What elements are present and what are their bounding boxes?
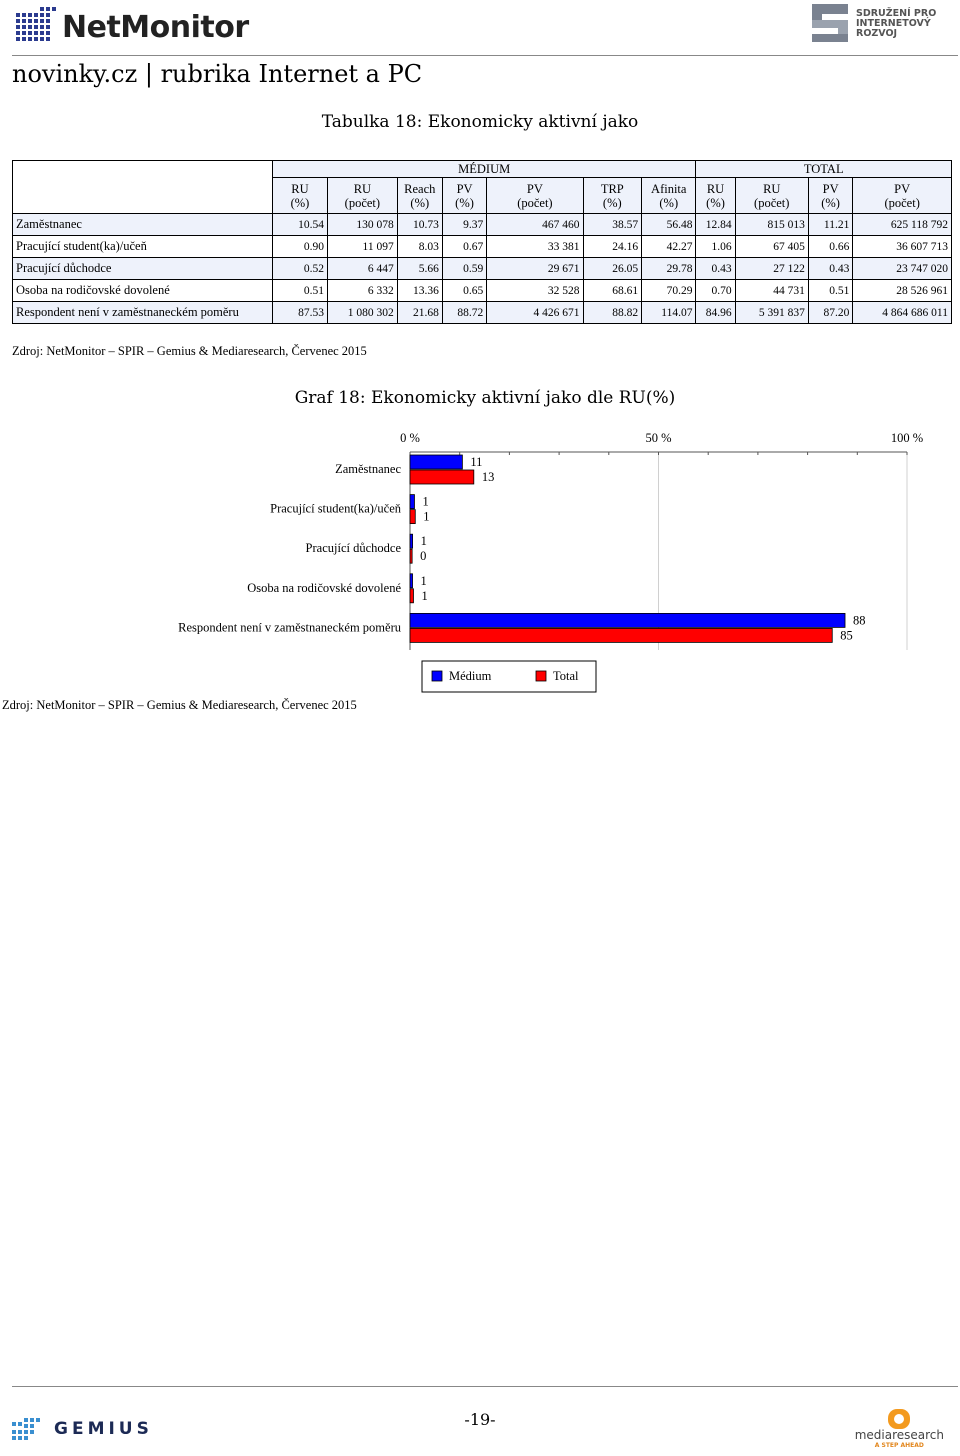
spir-s-icon <box>812 4 852 44</box>
bar-total <box>410 589 413 603</box>
table-cell: 23 747 020 <box>853 258 952 280</box>
data-label: 13 <box>481 470 495 484</box>
table-row <box>13 280 952 302</box>
column-header-metric: PV <box>822 181 839 196</box>
bar-total <box>410 549 412 563</box>
table-cell: 36 607 713 <box>853 236 952 258</box>
chart-title: Graf 18: Ekonomicky aktivní jako dle RU(%) <box>294 388 676 408</box>
column-header-unit: (%) <box>706 195 725 210</box>
spir-logo-text: SDRUŽENÍ PRO INTERNETOVÝ ROZVOJ <box>856 8 937 39</box>
table-cell: 29 671 <box>487 258 583 280</box>
column-header <box>808 178 852 214</box>
table-cell: 11 097 <box>328 236 398 258</box>
bar-total <box>410 510 415 524</box>
legend-swatch <box>536 671 546 681</box>
data-label: 1 <box>422 494 429 509</box>
table-cell: 0.67 <box>442 236 486 258</box>
table-cell: 10.73 <box>397 214 442 236</box>
column-header <box>853 178 952 214</box>
bar-mdium <box>410 574 413 588</box>
column-header-metric: Reach <box>404 181 436 196</box>
data-label: 1 <box>420 573 427 588</box>
data-label: 1 <box>423 509 430 524</box>
column-header-metric: TRP <box>600 181 624 196</box>
data-label: 11 <box>470 455 483 469</box>
column-header <box>696 178 735 214</box>
data-label: 1 <box>421 588 428 603</box>
mediaresearch-tagline: A STEP AHEAD <box>874 1442 924 1449</box>
header-divider <box>12 55 958 56</box>
column-header-metric: PV <box>456 181 473 196</box>
x-tick-label: 50 % <box>645 431 672 445</box>
table-cell: 29.78 <box>642 258 696 280</box>
column-header-unit: (počet) <box>754 195 790 210</box>
table-cell: 0.59 <box>442 258 486 280</box>
netmonitor-brand-text: NetMonitor <box>62 9 249 45</box>
table-row <box>13 214 952 236</box>
column-header <box>583 178 642 214</box>
table-cell: 114.07 <box>642 302 696 324</box>
column-header-unit: (%) <box>821 195 840 210</box>
mediaresearch-logo-text: mediaresearch <box>854 1428 944 1442</box>
category-label: Zaměstnanec <box>335 462 401 476</box>
category-label: Osoba na rodičovské dovolené <box>247 580 401 595</box>
table-corner-cell <box>13 161 273 214</box>
row-label: Osoba na rodičovské dovolené <box>13 280 273 302</box>
table-title: Tabulka 18: Ekonomicky aktivní jako <box>321 112 639 132</box>
column-header-metric: RU <box>763 181 781 196</box>
mediaresearch-logo <box>855 1408 944 1449</box>
footer-divider <box>12 1386 958 1387</box>
table-cell: 0.43 <box>808 258 852 280</box>
table-cell: 21.68 <box>397 302 442 324</box>
category-label: Pracující důchodce <box>305 541 401 556</box>
table-cell: 28 526 961 <box>853 280 952 302</box>
column-header-unit: (počet) <box>517 195 553 210</box>
group-header-total: TOTAL <box>696 161 952 178</box>
table-cell: 625 118 792 <box>853 214 952 236</box>
table-cell: 87.53 <box>272 302 327 324</box>
table-row <box>13 258 952 280</box>
table-row <box>13 236 952 258</box>
category-label: Pracující student(ka)/učeň <box>270 501 401 516</box>
column-header-metric: PV <box>894 181 911 196</box>
chart-source-note: Zdroj: NetMonitor – SPIR – Gemius & Mediaresearch, Červenec 2015 <box>2 698 357 712</box>
table-cell: 84.96 <box>696 302 735 324</box>
table-cell: 0.51 <box>272 280 327 302</box>
column-header-unit: (%) <box>602 195 622 210</box>
table-cell: 815 013 <box>735 214 808 236</box>
table-cell: 33 381 <box>487 236 583 258</box>
column-header <box>487 178 583 214</box>
column-header-metric: RU <box>353 181 372 196</box>
table-cell: 68.61 <box>583 280 642 302</box>
column-header <box>397 178 442 214</box>
table-cell: 0.52 <box>272 258 327 280</box>
data-table <box>12 160 952 324</box>
column-header-unit: (%) <box>410 195 430 210</box>
table-cell: 32 528 <box>487 280 583 302</box>
table-cell: 8.03 <box>397 236 442 258</box>
table-cell: 4 426 671 <box>487 302 583 324</box>
column-header-unit: (%) <box>290 195 310 210</box>
table-cell: 0.43 <box>696 258 735 280</box>
table-cell: 26.05 <box>583 258 642 280</box>
netmonitor-grid-icon <box>16 7 56 47</box>
category-label: Respondent není v zaměstnaneckém poměru <box>178 620 401 635</box>
table-cell: 44 731 <box>735 280 808 302</box>
table-cell: 38.57 <box>583 214 642 236</box>
row-label: Zaměstnanec <box>13 214 273 236</box>
table-cell: 467 460 <box>487 214 583 236</box>
column-header-metric: PV <box>526 181 543 196</box>
bar-mdium <box>410 455 462 469</box>
column-header <box>642 178 696 214</box>
column-header-unit: (počet) <box>344 195 381 210</box>
table-cell: 5.66 <box>397 258 442 280</box>
column-header-metric: RU <box>291 181 309 196</box>
table-cell: 56.48 <box>642 214 696 236</box>
bar-total <box>410 470 474 484</box>
table-cell: 88.82 <box>583 302 642 324</box>
column-header <box>272 178 327 214</box>
gemius-logo-text: GEMIUS <box>54 1419 153 1439</box>
group-header-medium: MÉDIUM <box>272 161 695 178</box>
table-cell: 6 447 <box>328 258 398 280</box>
table-cell: 0.51 <box>808 280 852 302</box>
data-label: 88 <box>853 613 866 628</box>
row-label: Pracující důchodce <box>13 258 273 280</box>
row-label: Respondent není v zaměstnaneckém poměru <box>13 302 273 324</box>
table-cell: 24.16 <box>583 236 642 258</box>
table-cell: 87.20 <box>808 302 852 324</box>
legend-swatch <box>432 671 442 681</box>
table-cell: 88.72 <box>442 302 486 324</box>
bar-mdium <box>410 534 413 548</box>
table-row <box>13 302 952 324</box>
table-cell: 1.06 <box>696 236 735 258</box>
table-cell: 42.27 <box>642 236 696 258</box>
table-cell: 13.36 <box>397 280 442 302</box>
netmonitor-logo <box>16 6 249 48</box>
data-label: 1 <box>420 534 427 549</box>
x-tick-label: 0 % <box>400 431 420 445</box>
page-number: -19- <box>464 1410 496 1429</box>
page-title: novinky.cz | rubrika Internet a PC <box>12 60 423 88</box>
bar-mdium <box>410 613 845 627</box>
spir-logo <box>812 4 952 44</box>
bar-chart <box>0 425 960 695</box>
table-cell: 4 864 686 011 <box>853 302 952 324</box>
table-cell: 11.21 <box>808 214 852 236</box>
table-cell: 0.70 <box>696 280 735 302</box>
table-cell: 6 332 <box>328 280 398 302</box>
legend-label: Médium <box>449 669 492 683</box>
legend-label: Total <box>553 669 579 683</box>
table-cell: 0.65 <box>442 280 486 302</box>
x-tick-label: 100 % <box>890 431 924 445</box>
column-header-unit: (%) <box>659 195 679 210</box>
column-header <box>735 178 808 214</box>
table-cell: 130 078 <box>328 214 398 236</box>
table-cell: 70.29 <box>642 280 696 302</box>
table-cell: 1 080 302 <box>328 302 398 324</box>
column-header <box>442 178 486 214</box>
table-cell: 0.66 <box>808 236 852 258</box>
table-cell: 10.54 <box>272 214 327 236</box>
column-header-metric: RU <box>706 181 725 196</box>
column-header <box>328 178 398 214</box>
row-label: Pracující student(ka)/učeň <box>13 236 273 258</box>
data-label: 0 <box>420 549 427 564</box>
table-source-note: Zdroj: NetMonitor – SPIR – Gemius & Mediaresearch, Červenec 2015 <box>12 344 367 358</box>
data-label: 85 <box>840 628 853 643</box>
table-cell: 67 405 <box>735 236 808 258</box>
table-cell: 27 122 <box>735 258 808 280</box>
mediaresearch-ring-icon <box>887 1408 911 1430</box>
table-cell: 0.90 <box>272 236 327 258</box>
column-header-unit: (%) <box>455 195 474 210</box>
column-header-metric: Afinita <box>651 181 687 196</box>
table-cell: 5 391 837 <box>735 302 808 324</box>
bar-total <box>410 628 832 642</box>
bar-mdium <box>410 495 414 509</box>
table-cell: 9.37 <box>442 214 486 236</box>
table-cell: 12.84 <box>696 214 735 236</box>
column-header-unit: (počet) <box>884 195 920 210</box>
